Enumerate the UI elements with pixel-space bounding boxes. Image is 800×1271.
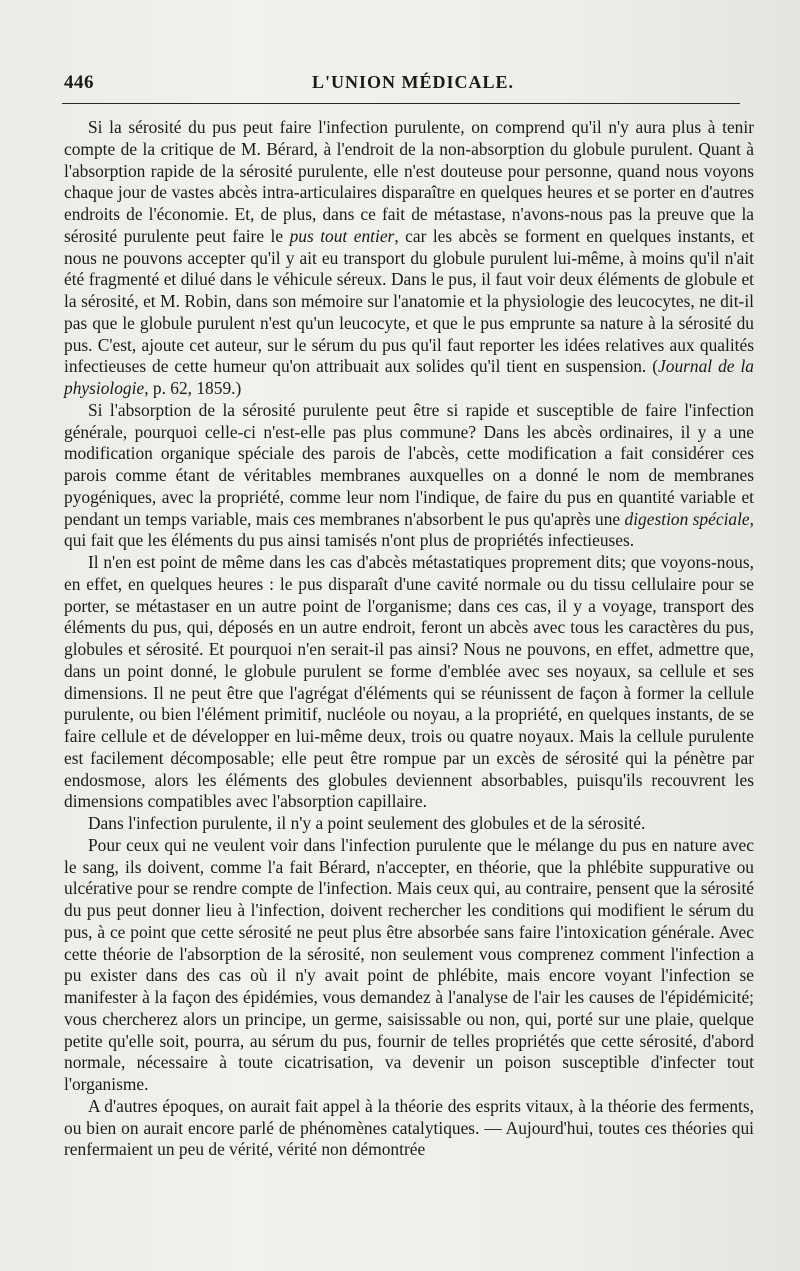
article-body — [64, 117, 754, 1161]
page-number: 446 — [64, 72, 94, 93]
paragraph — [64, 552, 754, 813]
text-run: A d'autres époques, on aurait fait appel à la théorie des esprits vitaux, à la théorie des ferments, ou bien on aurait encore parlé de phénomènes catalytiques. — Aujourd'hui, toutes ces théories qui renfermaient un peu de vérité, vérité non démontrée — [64, 1095, 754, 1160]
text-run: Si l'absorption de la sérosité purulente peut être si rapide et susceptible de faire l'infection générale, pourquoi celle-ci n'est-elle pas plus commune? Dans les abcès ordinaires, il y a une modification organique spéciale des parois de l'abcès, cette modification a fait considérer ces parois comme étant de véritables membranes auxquelles on a donné le nom de membranes pyogéniques, avec la propriété, comme leur nom l'indique, de faire du pus en quantité variable et pendant un temps variable, mais ces membranes n'absorbent le pus qu'après une — [64, 399, 754, 529]
text-run: Si la sérosité du pus peut faire l'infection purulente, on comprend qu'il n'y aura plus à tenir compte de la critique de M. Bérard, à l'endroit de la non-absorption du globule purulent. Quant à l'absorption rapide de la sérosité purulente, elle n'est douteuse pour personne, quand nous voyons chaque jour de vastes abcès intra-articulaires disparaître en quelques heures et se porter en d'autres endroits de l'économie. Et, de plus, dans ce fait de métastase, n'avons-nous pas la preuve que la sérosité purulente peut faire le — [64, 117, 754, 246]
text-run: Dans l'infection purulente, il n'y a point seulement des globules et de la sérosité. — [88, 813, 646, 833]
paragraph — [64, 813, 754, 835]
text-run: , car les abcès se forment en quelques instants, et nous ne pouvons accepter qu'il y ait eu transport du globule purulent lui-même, à moins qu'il n'ait été fragmenté et dilué dans le véhicule séreux. Dans le pus, il faut voir deux éléments de globule et la sérosité, et M. Robin, dans son mémoire sur l'anatomie et la physiologie des leucocytes, ne dit-il pas que le globule purulent n'est qu'un leucocyte, et que le pus emprunte sa nature à la sérosité du pus. C'est, ajoute cet auteur, sur le sérum du pus qu'il faut reporter les idées relatives aux qualités infectieuses de cette humeur qu'on attribuait aux solides qu'il tient en suspension. ( — [64, 225, 754, 377]
text-run: , p. 62, 1859.) — [144, 378, 242, 398]
italic-run: pus tout entier — [289, 225, 395, 246]
text-run: Pour ceux qui ne veulent voir dans l'infection purulente que le mélange du pus en nature avec le sang, ils doivent, comme l'a fait Bérard, n'accepter, en théorie, que la phlébite suppurative ou ulcérative pour se rendre compte de l'infection. Mais ceux qui, au contraire, pensent que la sérosité du pus peut donner lieu à l'infection, doivent rechercher les conditions qui modifient le sérum du pus, à ce point que cette sérosité ne peut plus être absorbée sans faire l'intoxication générale. Avec cette théorie de l'absorption de la sérosité, non seulement vous comprenez comment l'infection a pu exister dans des cas où il n'y avait point de phlébite, mais encore voyant l'infection se manifester à la façon des épidémies, vous demandez à l'analyse de l'air les causes de l'épidémicité; vous chercherez alors un principe, un germe, saisissable ou non, qui, porté sur une plaie, quelque petite qu'elle soit, pourra, au sérum du pus, fournir de telles propriétés que cette sérosité, d'abord normale, nécessaire à toute cicatrisation, va devenir un poison susceptible d'infecter tout l'organisme. — [64, 834, 754, 1094]
text-run: Il n'en est point de même dans les cas d'abcès métastatiques proprement dits; que voyons-nous, en effet, en quelques heures : le pus disparaît d'une cavité normale ou du tissu cellulaire pour se porter, se métastaser en un autre point de l'organisme; dans ces cas, il y a voyage, transport des éléments du pus, qui, déposés en un autre endroit, feront un abcès avec tous les caractères du pus, globules et sérosité. Et pourquoi n'en serait-il pas ainsi? Nous ne pouvons, en effet, admettre que, dans un point donné, le globule purulent se forme d'emblée avec ses noyaux, sa cellule et ses dimensions. Il ne peut être que l'agrégat d'éléments qui se réunissent de façon à former la cellule purulente, ou bien l'élément primitif, nucléole ou noyau, a la propriété, en quelques instants, de se faire cellule et de développer en lui-même deux, trois ou quatre noyaux. Mais la cellule purulente est facilement décomposable; elle peut être rompue par un excès de sérosité qui la pénètre par endosmose, alors les éléments des globules deviennent absorbables, puisqu'ils recouvrent les dimensions compatibles avec l'absorption capillaire. — [64, 552, 754, 812]
page-header — [64, 72, 740, 102]
text-run: , qui fait que les éléments du pus ainsi tamisés n'ont plus de propriétés infectieuses. — [64, 508, 755, 551]
paragraph — [64, 835, 754, 1096]
header-rule — [62, 103, 740, 104]
paragraph — [64, 1096, 754, 1161]
italic-run: Journal de la physiologie — [64, 356, 754, 398]
paragraph — [64, 117, 754, 400]
running-title: L'UNION MÉDICALE. — [312, 72, 515, 92]
italic-run: digestion spéciale — [624, 508, 750, 529]
paragraph — [64, 400, 754, 552]
